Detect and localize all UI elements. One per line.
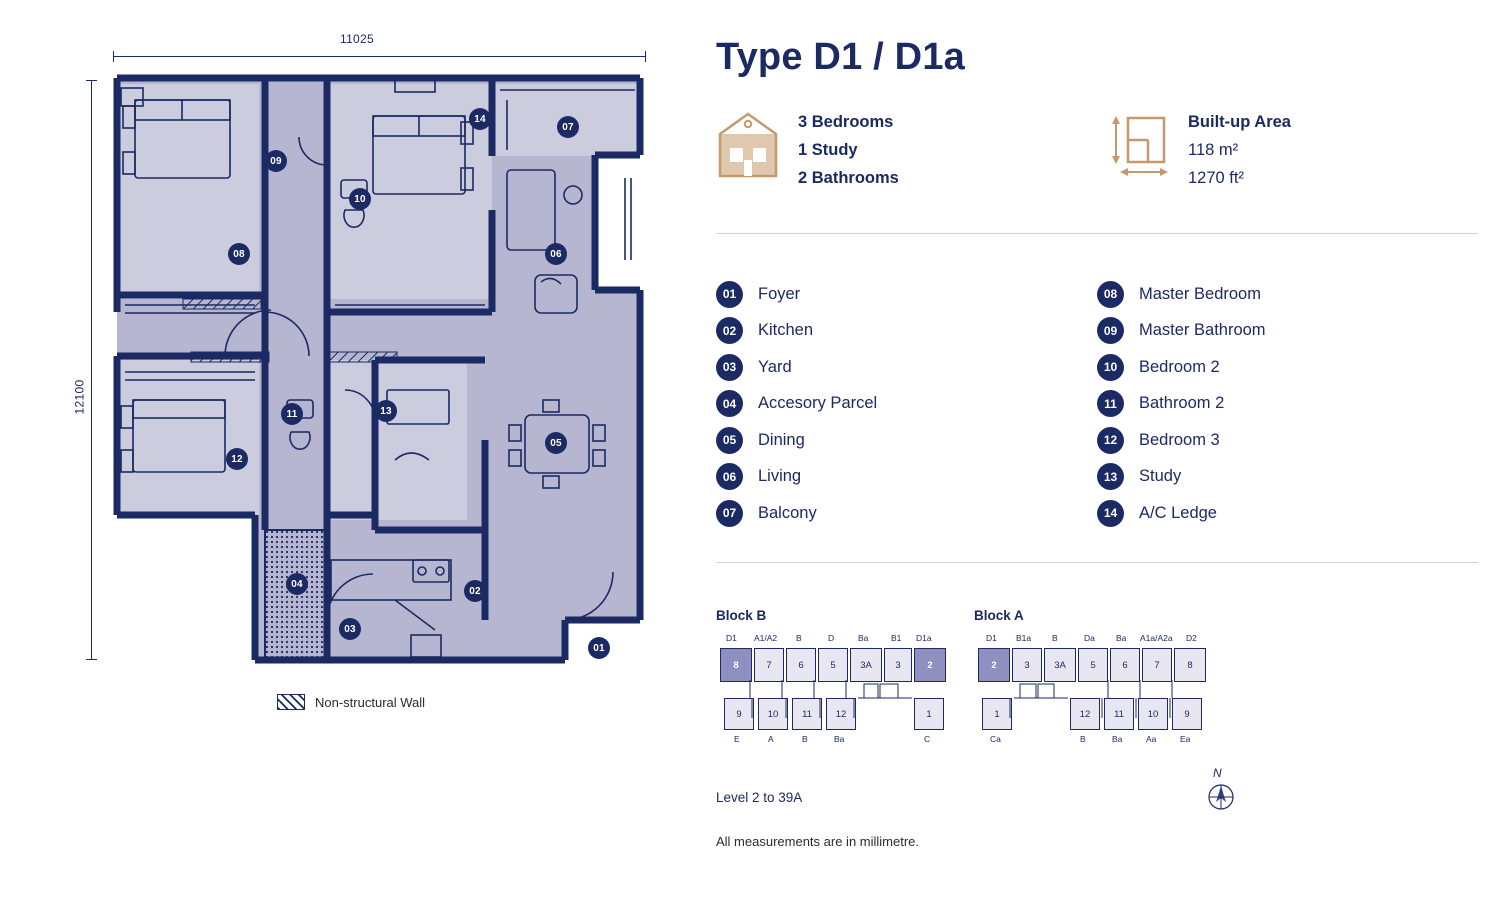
block-b-top-letter: D (828, 633, 835, 643)
key-plan (716, 608, 1478, 848)
area-title: Built-up Area (1188, 113, 1291, 131)
block-b-unit-9[interactable]: 9 (724, 698, 754, 730)
plan-marker: 02 (464, 580, 486, 602)
block-a-unit-1[interactable]: 1 (982, 698, 1012, 730)
info-pane (700, 0, 1498, 915)
block-b-bottom-letter: B (802, 734, 808, 744)
legend-item-08 (1097, 276, 1478, 313)
legend-badge: 11 (1097, 390, 1124, 417)
block-b-bottom-letter: C (924, 734, 931, 744)
rooms-line-2: 1 Study (798, 141, 858, 159)
dimension-top-label: 11025 (340, 32, 374, 46)
legend-item-02 (716, 313, 1097, 350)
block-a-top-letter: B (1052, 633, 1058, 643)
rooms-fact (716, 108, 1106, 192)
block-a-title: Block A (974, 608, 1024, 623)
dimension-top-line (113, 56, 646, 57)
block-a-unit-7[interactable]: 7 (1142, 648, 1172, 682)
facts-row (716, 108, 1478, 192)
level-note: Level 2 to 39A (716, 790, 803, 805)
legend-label: Kitchen (758, 321, 814, 340)
measurement-note: All measurements are in millimetre. (716, 834, 920, 849)
plan-marker: 14 (469, 108, 491, 130)
block-b-top-letter: B1 (891, 633, 902, 643)
block-b-bottom-letter: A (768, 734, 774, 744)
block-a-unit-2[interactable]: 2 (978, 648, 1010, 682)
compass-north-label: N (1213, 766, 1222, 780)
room-legend-left (716, 276, 1097, 532)
block-b-top-letter: B (796, 633, 802, 643)
rooms-text (798, 108, 899, 192)
room-legend-right (1097, 276, 1478, 532)
legend-badge: 04 (716, 390, 743, 417)
block-b-top-letter: Ba (858, 633, 869, 643)
block-b-top-letter: D1 (726, 633, 737, 643)
plan-marker: 10 (349, 188, 371, 210)
legend-item-01 (716, 276, 1097, 313)
block-a-bottom-letter: Ea (1180, 734, 1191, 744)
block-a-top-letter: Ba (1116, 633, 1127, 643)
legend-item-06 (716, 459, 1097, 496)
legend-label: Study (1139, 467, 1182, 486)
dimension-left-line (91, 80, 92, 660)
legend-badge: 07 (716, 500, 743, 527)
legend-badge: 13 (1097, 463, 1124, 490)
block-b-unit-6[interactable]: 6 (786, 648, 816, 682)
legend-item-14 (1097, 495, 1478, 532)
non-structural-wall-label: Non-structural Wall (315, 694, 426, 710)
page-title: Type D1 / D1a (716, 36, 965, 78)
plan-marker: 04 (286, 573, 308, 595)
rooms-line-1: 3 Bedrooms (798, 113, 894, 131)
block-a-top-letter: B1a (1016, 633, 1032, 643)
legend-item-07 (716, 495, 1097, 532)
plan-marker: 12 (226, 448, 248, 470)
legend-badge: 06 (716, 463, 743, 490)
block-b-unit-3[interactable]: 3 (884, 648, 912, 682)
area-metric: 118 m² (1188, 141, 1239, 159)
block-b-title: Block B (716, 608, 767, 623)
floorplan-rooms-icon (716, 108, 780, 185)
legend-label: Dining (758, 430, 805, 449)
room-legend (716, 276, 1478, 532)
legend-label: Master Bathroom (1139, 321, 1266, 340)
legend-label: Accesory Parcel (758, 394, 878, 413)
plan-marker: 05 (545, 432, 567, 454)
plan-marker: 03 (339, 618, 361, 640)
divider-bottom (716, 562, 1478, 563)
area-fact (1106, 108, 1291, 192)
legend-badge: 10 (1097, 354, 1124, 381)
block-a-unit-6[interactable]: 6 (1110, 648, 1140, 682)
block-a-unit-3a[interactable]: 3A (1044, 648, 1076, 682)
block-a-unit-10[interactable]: 10 (1138, 698, 1168, 730)
legend-label: Bathroom 2 (1139, 394, 1225, 413)
legend-item-03 (716, 349, 1097, 386)
floorplan-drawing (95, 60, 665, 680)
plan-marker: 13 (375, 400, 397, 422)
block-b-unit-10[interactable]: 10 (758, 698, 788, 730)
floorplan-pane (0, 0, 700, 915)
legend-item-12 (1097, 422, 1478, 459)
plan-marker: 07 (557, 116, 579, 138)
yard-area (265, 530, 327, 660)
legend-item-10 (1097, 349, 1478, 386)
legend-item-13 (1097, 459, 1478, 496)
block-a-unit-5[interactable]: 5 (1078, 648, 1108, 682)
legend-badge: 08 (1097, 281, 1124, 308)
legend-label: Yard (758, 357, 792, 376)
block-a-top-letter: D2 (1186, 633, 1197, 643)
non-structural-wall-legend (277, 694, 425, 710)
block-b-unit-5[interactable]: 5 (818, 648, 848, 682)
area-text (1188, 108, 1291, 192)
area-imperial: 1270 ft² (1188, 169, 1244, 187)
plan-marker: 11 (281, 403, 303, 425)
block-b-unit-11[interactable]: 11 (792, 698, 822, 730)
dimension-left-label: 12100 (72, 379, 87, 415)
legend-badge: 12 (1097, 427, 1124, 454)
block-b-top-letter: A1/A2 (754, 633, 778, 643)
block-b-unit-2[interactable]: 2 (914, 648, 946, 682)
legend-label: Foyer (758, 284, 801, 303)
hatch-swatch-icon (277, 694, 305, 710)
legend-item-04 (716, 386, 1097, 423)
plan-marker: 09 (265, 150, 287, 172)
plan-marker: 08 (228, 243, 250, 265)
legend-badge: 01 (716, 281, 743, 308)
block-a-bottom-letter: Ca (990, 734, 1001, 744)
key-plan-block-b (716, 608, 986, 808)
block-b-unit-7[interactable]: 7 (754, 648, 784, 682)
block-a-unit-9[interactable]: 9 (1172, 698, 1202, 730)
rooms-line-3: 2 Bathrooms (798, 169, 899, 187)
block-a-bottom-letter: Ba (1112, 734, 1123, 744)
legend-item-09 (1097, 313, 1478, 350)
block-b-unit-8[interactable]: 8 (720, 648, 752, 682)
builtup-area-icon (1106, 108, 1170, 185)
legend-label: Bedroom 3 (1139, 430, 1220, 449)
legend-label: Living (758, 467, 802, 486)
block-a-unit-8[interactable]: 8 (1174, 648, 1206, 682)
block-a-top-letter: D1 (986, 633, 997, 643)
block-b-bottom-letter: Ba (834, 734, 845, 744)
legend-label: Balcony (758, 503, 817, 522)
legend-label: Master Bedroom (1139, 284, 1261, 303)
block-a-unit-3[interactable]: 3 (1012, 648, 1042, 682)
legend-badge: 03 (716, 354, 743, 381)
legend-badge: 14 (1097, 500, 1124, 527)
block-a-top-letter: A1a/A2a (1140, 633, 1173, 643)
legend-label: A/C Ledge (1139, 503, 1217, 522)
block-a-unit-12[interactable]: 12 (1070, 698, 1100, 730)
block-a-unit-11[interactable]: 11 (1104, 698, 1134, 730)
legend-label: Bedroom 2 (1139, 357, 1220, 376)
block-a-bottom-letter: Aa (1146, 734, 1157, 744)
plan-marker: 01 (588, 637, 610, 659)
plan-marker: 06 (545, 243, 567, 265)
legend-item-05 (716, 422, 1097, 459)
legend-badge: 09 (1097, 317, 1124, 344)
legend-item-11 (1097, 386, 1478, 423)
block-b-top-letter: D1a (916, 633, 932, 643)
block-b-bottom-letter: E (734, 734, 740, 744)
compass-icon (1204, 778, 1238, 817)
block-b-unit-3a[interactable]: 3A (850, 648, 882, 682)
block-b-unit-1[interactable]: 1 (914, 698, 944, 730)
divider-top (716, 233, 1478, 234)
legend-badge: 02 (716, 317, 743, 344)
block-a-bottom-letter: B (1080, 734, 1086, 744)
block-a-top-letter: Da (1084, 633, 1095, 643)
block-b-unit-12[interactable]: 12 (826, 698, 856, 730)
legend-badge: 05 (716, 427, 743, 454)
